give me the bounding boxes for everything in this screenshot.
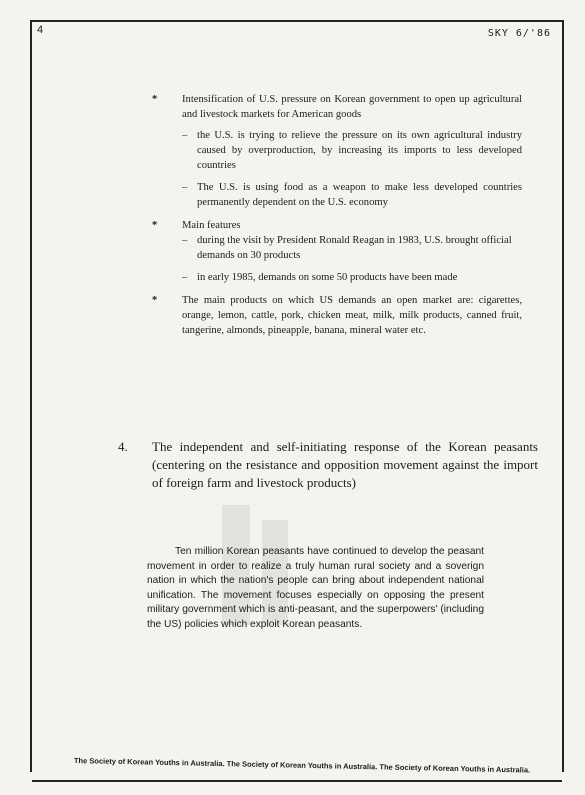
sub-item-text: The U.S. is using food as a weapon to make less developed countries permanently dependent on the U.S. economy — [197, 182, 522, 208]
bullet-text: The main products on which US demands an open market are: cigarettes, orange, lemon, cattle, pork, chicken meat, milk, milk products, canned fruit, tangerine, almonds, pineapple, banana, mineral water etc. — [182, 295, 522, 336]
section-title: The independent and self-initiating response of the Korean peasants (centering on the resistance and opposition movement against the import of foreign farm and livestock products) — [152, 439, 538, 490]
bullet-text: Main features — [182, 220, 241, 231]
sub-item-text: during the visit by President Ronald Reagan in 1983, U.S. brought official demands on 30 products — [197, 235, 512, 261]
sub-item-text: in early 1985, demands on some 50 products have been made — [197, 272, 458, 283]
bullet-star: * — [152, 220, 158, 231]
document-reference: SKY 6/'86 — [487, 28, 551, 39]
sub-item: – the U.S. is trying to relieve the pressure on its own agricultural industry caused by overproduction, by increasing its imports to less developed countries — [182, 130, 522, 171]
bullet-star: * — [152, 94, 158, 105]
sub-item: – in early 1985, demands on some 50 products have been made — [182, 270, 522, 285]
page-number: 4 — [37, 24, 44, 36]
sub-item: – The U.S. is using food as a weapon to make less developed countries permanently dependent on the U.S. economy — [182, 182, 522, 208]
bullet-item — [152, 218, 522, 285]
bullet-star: * — [152, 295, 158, 306]
footer — [32, 756, 562, 782]
footer-text: The Society of Korean Youths in Australia. The Society of Korean Youths in Australia. The Society of Korean Youths in Australia. — [73, 756, 531, 775]
bullet-list — [152, 92, 522, 346]
body-paragraph: Ten million Korean peasants have continued to develop the peasant movement in order to realize a truly human rural society and a soverign nation in which the nation's people can bring about independent national unification. The movement focuses especially on opposing the present military government which is anti-peasant, and the superpowers' (including the US) policies which exploit Korean peasants. — [147, 546, 484, 630]
section-heading — [118, 438, 538, 492]
bullet-item — [152, 293, 522, 338]
section-number: 4. — [118, 439, 128, 454]
bullet-text: Intensification of U.S. pressure on Korean government to open up agricultural and livestock markets for American goods — [182, 94, 522, 120]
bullet-item — [152, 92, 522, 210]
sub-item-text: the U.S. is trying to relieve the pressure on its own agricultural industry caused by overproduction, by increasing its imports to less developed countries — [197, 130, 522, 171]
sub-item: – during the visit by President Ronald Reagan in 1983, U.S. brought official demands on 30 products — [182, 233, 522, 263]
